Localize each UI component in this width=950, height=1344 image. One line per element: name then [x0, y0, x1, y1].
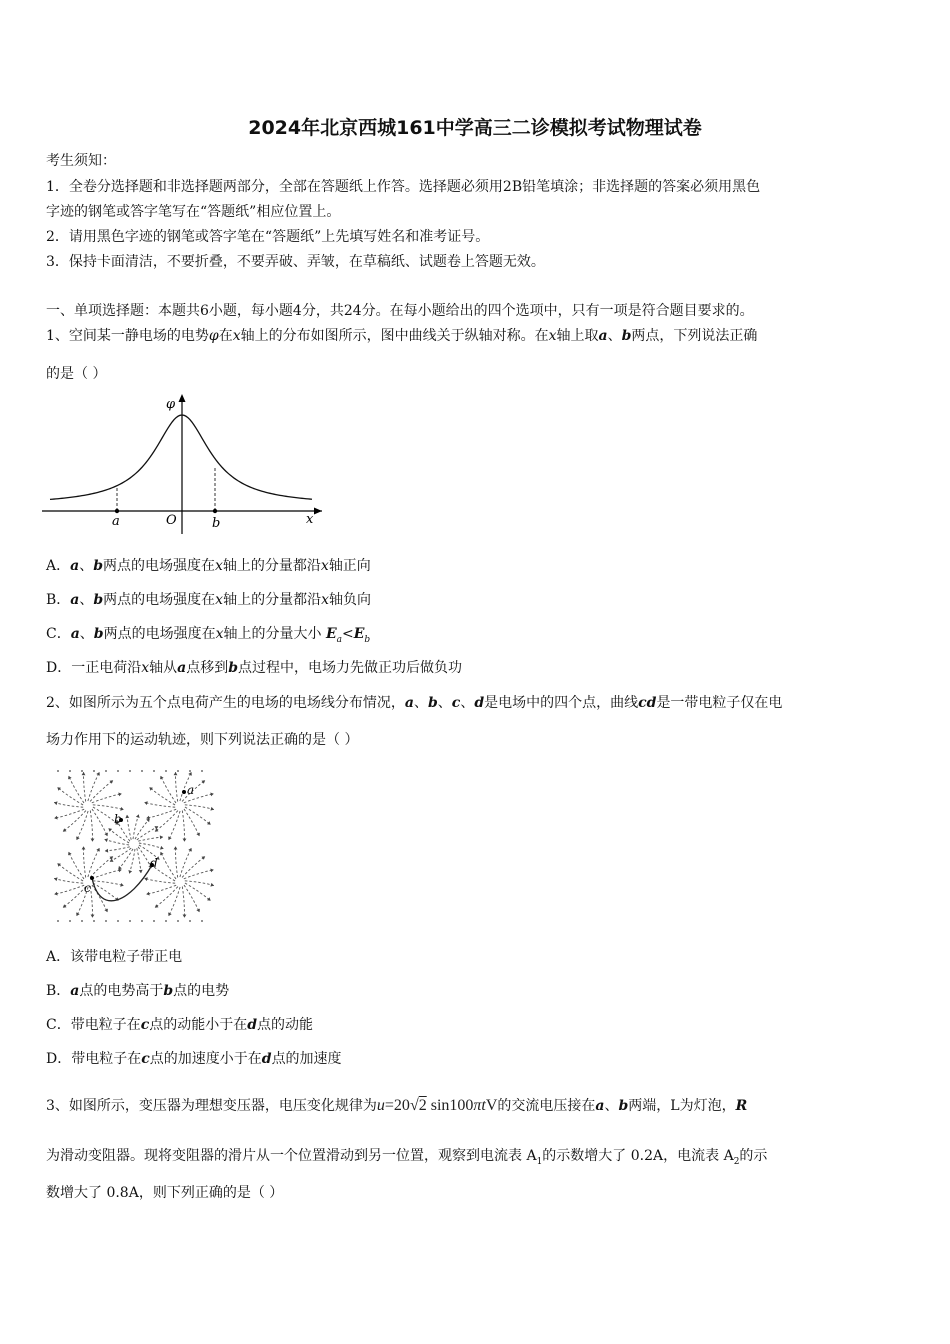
field-line: [169, 887, 181, 916]
field-line: [182, 811, 184, 842]
field-arrow: [174, 846, 178, 849]
q2-c-label: c: [84, 881, 91, 895]
field-line: [57, 863, 83, 881]
field-arrow: [144, 877, 148, 881]
field-arrow: [183, 839, 187, 842]
q2-stem-line1: 2、如图所示为五个点电荷产生的电场的电场线分布情况，a、b、c、d是电场中的四个点，曲线cd是一带电粒子仅在电: [46, 695, 783, 711]
field-line: [54, 878, 83, 883]
q2-point-a: [182, 790, 186, 794]
q1-point-a: [115, 509, 119, 513]
field-arrow: [82, 772, 86, 775]
frame-dot: [105, 920, 107, 922]
field-line: [105, 847, 130, 851]
frame-dot: [129, 770, 131, 772]
q3-stem-line2: 为滑动变阻器。现将变阻器的滑片从一个位置滑动到另一位置，观察到电流表 $A_1$的示数增大了 0.2A，电流表 $A_2$的示: [46, 1148, 768, 1167]
q2-point-c: [90, 876, 94, 880]
q1-y-axis-arrow: [179, 394, 186, 402]
field-line: [182, 856, 205, 877]
q2-stem-line2: 场力作用下的运动轨迹，则下列说法正确的是（ ）: [46, 732, 359, 748]
field-line: [54, 809, 84, 818]
field-line: [90, 856, 113, 877]
field-arrow: [54, 892, 58, 896]
field-arrow: [146, 818, 150, 822]
field-line: [84, 846, 86, 877]
field-line: [184, 885, 200, 912]
field-arrow: [108, 828, 112, 832]
frame-dot: [189, 770, 191, 772]
field-arrow: [174, 772, 178, 775]
field-line: [63, 887, 86, 908]
field-arrow: [57, 787, 61, 791]
frame-dot: [201, 920, 203, 922]
field-arrow: [146, 892, 150, 896]
field-line: [176, 846, 178, 877]
field-line: [63, 811, 86, 832]
field-arrow: [110, 780, 114, 783]
field-line: [110, 848, 132, 862]
field-line: [161, 852, 177, 879]
field-line: [88, 848, 100, 877]
q1-stem-line2: 的是（ ）: [46, 366, 107, 382]
field-line: [92, 870, 122, 879]
field-line: [69, 776, 85, 803]
field-arrow: [57, 863, 61, 867]
q1-phi-label: φ: [166, 397, 176, 412]
frame-dot: [189, 920, 191, 922]
frame-dot: [69, 920, 71, 922]
frame-dot: [81, 920, 83, 922]
frame-dot: [153, 770, 155, 772]
q1-option-c: C．a、b两点的电场强度在x轴上的分量大小 $E_a<E_b$: [46, 626, 371, 645]
field-arrow: [128, 870, 132, 874]
q2-option-c: C．带电粒子在c点的动能小于在d点的动能: [46, 1017, 314, 1033]
field-arrow: [120, 883, 124, 887]
q1-a-label: a: [112, 514, 120, 529]
section-heading: 一、单项选择题：本题共6小题，每小题4分，共24分。在每小题给出的四个选项中，只有一项是符合题目要求的。: [46, 303, 754, 319]
q1-option-b: B．a、b两点的电场强度在x轴上的分量都沿x轴负向: [46, 592, 371, 608]
field-line: [139, 843, 164, 849]
frame-dot: [93, 770, 95, 772]
field-arrow: [183, 915, 187, 918]
q2-a-label: a: [187, 783, 195, 797]
q3-voltage-formula: u=20√2 sin100πtV: [376, 1097, 498, 1114]
field-line: [185, 807, 211, 825]
field-line: [129, 849, 135, 874]
field-line: [77, 811, 89, 840]
field-arrow: [54, 877, 58, 881]
q2-b-label: b: [114, 812, 122, 826]
field-arrow: [136, 814, 140, 818]
field-arrow: [210, 807, 214, 811]
field-line: [149, 787, 175, 805]
q1-option-d: D．一正电荷沿x轴从a点移到b点过程中，电场力先做正功后做负功: [46, 660, 463, 676]
field-line: [146, 809, 176, 818]
frame-dot: [165, 770, 167, 772]
field-arrow: [207, 897, 211, 901]
field-arrow: [160, 835, 163, 839]
field-line: [155, 811, 178, 832]
field-arrow: [160, 846, 164, 850]
page-title: 2024年北京西城161中学高三二诊模拟考试物理试卷: [248, 117, 702, 139]
frame-dot: [141, 770, 143, 772]
q2-option-d: D．带电粒子在c点的加速度小于在d点的加速度: [46, 1051, 342, 1067]
field-line: [146, 885, 176, 894]
notice-item-3: 3．保持卡面清洁，不要折叠，不要弄破、弄皱，在草稿纸、试题卷上答题无效。: [46, 254, 545, 270]
field-arrow: [118, 869, 122, 873]
q1-potential-curve: [50, 415, 312, 499]
field-arrow: [82, 846, 86, 849]
q2-option-b: B．a点的电势高于b点的电势: [46, 983, 230, 999]
field-line: [185, 883, 211, 901]
field-line: [88, 772, 100, 801]
notice-heading: 考生须知：: [46, 153, 116, 169]
q1-point-b: [213, 509, 217, 513]
field-line: [137, 848, 141, 873]
frame-dot: [81, 770, 83, 772]
field-line: [184, 870, 214, 879]
q2-d-label: d: [150, 856, 158, 870]
field-arrow: [139, 870, 143, 873]
frame-dot: [117, 770, 119, 772]
field-line: [155, 887, 178, 908]
notice-item-1b: 字迹的钢笔或答字笔写在“答题纸”相应位置上。: [46, 204, 341, 220]
field-arrow: [54, 801, 58, 805]
field-line: [127, 815, 131, 840]
q2-option-a: A．该带电粒子带正电: [46, 949, 183, 965]
q3-stem-line3: 数增大了 0.8A，则下列正确的是（ ）: [46, 1185, 284, 1201]
field-line: [92, 794, 122, 803]
frame-dot: [165, 920, 167, 922]
frame-dot: [141, 920, 143, 922]
field-arrow: [104, 838, 108, 842]
frame-dot: [177, 770, 179, 772]
field-arrow: [210, 883, 214, 887]
q3-stem-line1: 3、如图所示，变压器为理想变压器，电压变化规律为u=20√2 sin100πtV的交流电压接在a、b两端，L为灯泡，R: [46, 1097, 748, 1114]
field-line: [138, 837, 163, 841]
q2-trajectory-cd: [92, 865, 152, 901]
field-arrow: [210, 869, 214, 873]
field-arrow: [105, 849, 108, 853]
frame-dot: [105, 770, 107, 772]
field-line: [185, 881, 214, 886]
field-arrow: [207, 821, 211, 825]
field-line: [144, 802, 175, 807]
q1-stem-line1: 1、空间某一静电场的电势φ在x轴上的分布如图所示，图中曲线关于纵轴对称。在x轴上取a、b两点，下列说法正确: [46, 328, 758, 344]
frame-dot: [117, 920, 119, 922]
field-line: [92, 885, 108, 912]
field-line: [180, 848, 192, 877]
frame-dot: [57, 770, 59, 772]
field-line: [169, 811, 181, 840]
field-line: [184, 809, 200, 836]
frame-dot: [57, 920, 59, 922]
frame-dot: [69, 770, 71, 772]
field-arrow: [202, 856, 206, 859]
q1-x-label: x: [306, 512, 314, 527]
field-line: [161, 776, 177, 803]
frame-dot: [153, 920, 155, 922]
field-arrow: [91, 915, 95, 918]
field-line: [176, 772, 178, 802]
field-line: [144, 878, 175, 883]
q1-origin-label: O: [166, 513, 177, 528]
field-arrow: [118, 793, 122, 797]
field-line: [90, 780, 113, 801]
field-line: [54, 885, 84, 894]
frame-dot: [177, 920, 179, 922]
field-line: [69, 852, 85, 879]
field-line: [137, 826, 159, 840]
field-arrow: [120, 807, 124, 811]
q1-b-label: b: [212, 516, 221, 531]
field-line: [182, 887, 184, 918]
field-arrow: [63, 828, 67, 831]
field-line: [185, 805, 214, 810]
frame-dot: [129, 920, 131, 922]
notice-item-1a: 1．全卷分选择题和非选择题两部分，全部在答题纸上作答。选择题必须用2B铅笔填涂；非选择题的答案必须用黑色: [46, 179, 761, 195]
field-line: [84, 772, 86, 802]
field-line: [104, 839, 129, 845]
q2-field-lines-figure: [50, 768, 218, 924]
field-arrow: [125, 815, 129, 818]
q1-potential-graph: [40, 388, 330, 536]
field-line: [93, 805, 124, 810]
field-arrow: [54, 816, 58, 820]
field-line: [90, 811, 92, 842]
field-line: [92, 809, 108, 836]
q1-x-axis-arrow: [314, 508, 322, 515]
field-line: [57, 787, 83, 805]
field-arrow: [144, 801, 148, 805]
field-arrow: [63, 904, 67, 907]
field-line: [54, 802, 83, 807]
q1-option-a: A．a、b两点的电场强度在x轴上的分量都沿x轴正向: [46, 558, 371, 574]
frame-dot: [93, 920, 95, 922]
field-arrow: [210, 793, 214, 797]
field-arrow: [91, 839, 95, 842]
notice-item-2: 2．请用黑色字迹的钢笔或答字笔在“答题纸”上先填写姓名和准考证号。: [46, 229, 490, 245]
field-arrow: [155, 904, 159, 907]
field-line: [133, 814, 139, 839]
field-arrow: [202, 780, 206, 783]
field-arrow: [149, 787, 153, 791]
field-line: [93, 881, 124, 886]
frame-dot: [201, 770, 203, 772]
